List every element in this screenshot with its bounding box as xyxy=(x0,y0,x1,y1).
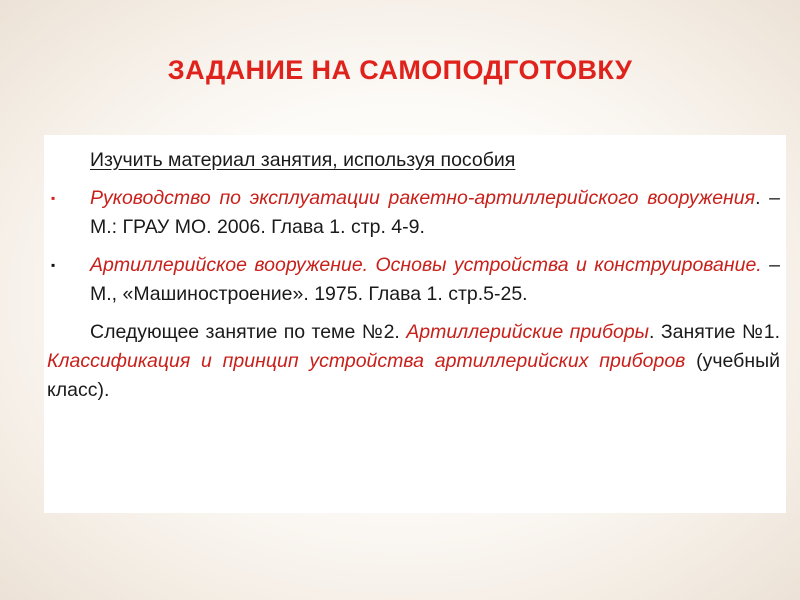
reference-item-1 xyxy=(47,184,780,242)
next-lesson-text xyxy=(47,318,780,405)
intro-text: Изучить материал занятия, используя пособия xyxy=(90,149,516,171)
assignment-text xyxy=(47,146,780,405)
next-lesson-title: Классификация и принцип устройства артиллерийских приборов xyxy=(47,350,686,372)
next-lesson-topic: Артиллерийские приборы xyxy=(406,321,650,343)
reference-details: – М., «Машиностроение». 1975. Глава 1. стр.5-25. xyxy=(90,254,780,305)
square-bullet-icon: ▪ xyxy=(51,258,56,272)
reference-title: Артиллерийское вооружение. Основы устройства и конструирование. xyxy=(90,254,762,276)
next-lesson-prefix: Следующее занятие по теме №2. xyxy=(90,321,407,343)
reference-title: Руководство по эксплуатации ракетно-артиллерийского вооружения xyxy=(90,187,756,209)
reference-item-2 xyxy=(47,251,780,309)
square-bullet-icon: ▪ xyxy=(51,191,56,205)
reference-details: . – М.: ГРАУ МО. 2006. Глава 1. стр. 4-9. xyxy=(90,187,780,238)
slide-title: ЗАДАНИЕ НА САМОПОДГОТОВКУ xyxy=(167,55,633,85)
next-lesson-suffix: (учебный класс). xyxy=(47,350,780,401)
next-lesson-middle: . Занятие №1. xyxy=(649,321,780,343)
